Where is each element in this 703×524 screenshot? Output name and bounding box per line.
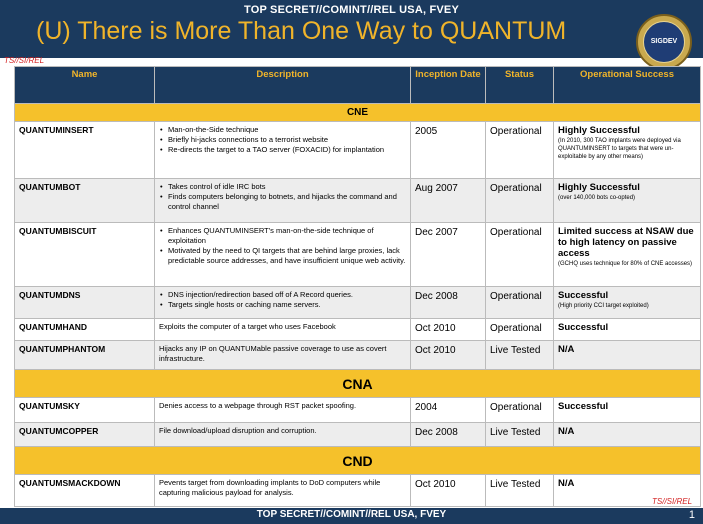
row-name: QUANTUMBOT bbox=[15, 179, 155, 223]
success-text: Highly Successful bbox=[558, 125, 640, 136]
row-status: Operational bbox=[486, 398, 554, 423]
marking-bottom: TS//SI/REL bbox=[652, 497, 693, 506]
row-description bbox=[155, 398, 411, 423]
row-description bbox=[155, 122, 411, 179]
row-status: Live Tested bbox=[486, 341, 554, 370]
table-row bbox=[15, 319, 701, 341]
desc-text: Hijacks any IP on QUANTUMable passive coverage to use as covert infrastructure. bbox=[159, 344, 387, 363]
row-status: Operational bbox=[486, 287, 554, 319]
row-date: Oct 2010 bbox=[411, 475, 486, 507]
success-text: Successful bbox=[558, 322, 609, 333]
desc-item: • Targets single hosts or caching name servers. bbox=[159, 300, 406, 310]
row-status: Operational bbox=[486, 122, 554, 179]
section-label: CNA bbox=[15, 370, 701, 398]
success-text: N/A bbox=[558, 478, 575, 489]
success-text: Successful bbox=[558, 401, 609, 412]
row-date: Oct 2010 bbox=[411, 319, 486, 341]
row-description bbox=[155, 179, 411, 223]
bottom-banner bbox=[0, 508, 703, 524]
success-note: (GCHQ uses technique for 80% of CNE accesses) bbox=[558, 261, 693, 267]
table-row bbox=[15, 223, 701, 287]
row-description bbox=[155, 223, 411, 287]
classification-bottom: TOP SECRET//COMINT//REL USA, FVEY bbox=[256, 509, 447, 520]
desc-item: • Enhances QUANTUMINSERT's man-on-the-side technique of exploitation bbox=[159, 226, 406, 246]
desc-item: • Motivated by the need to QI targets that are behind large proxies, lack predictable source addresses, and have insufficient unique web activity. bbox=[159, 246, 406, 266]
row-status: Operational bbox=[486, 179, 554, 223]
section-label: CNE bbox=[15, 104, 701, 122]
desc-text: Pevents target from downloading implants to DoD computers while capturing malicious payload for analysis. bbox=[159, 478, 381, 497]
row-success bbox=[554, 341, 701, 370]
desc-item: • Takes control of idle IRC bots bbox=[159, 182, 406, 192]
success-text: Successful bbox=[558, 290, 609, 301]
row-success bbox=[554, 122, 701, 179]
row-name: QUANTUMHAND bbox=[15, 319, 155, 341]
desc-item: • Briefly hi-jacks connections to a terrorist website bbox=[159, 135, 406, 145]
row-success bbox=[554, 398, 701, 423]
table-row bbox=[15, 398, 701, 423]
table-row bbox=[15, 423, 701, 447]
row-success bbox=[554, 319, 701, 341]
row-status: Live Tested bbox=[486, 423, 554, 447]
page-number: 1 bbox=[688, 509, 695, 521]
success-text: Highly Successful bbox=[558, 182, 640, 193]
row-status: Operational bbox=[486, 223, 554, 287]
desc-text: Denies access to a webpage through RST packet spoofing. bbox=[159, 401, 357, 410]
desc-item: • Re-directs the target to a TAO server (FOXACID) for implantation bbox=[159, 145, 406, 155]
section-label: CND bbox=[15, 447, 701, 475]
row-date: Aug 2007 bbox=[411, 179, 486, 223]
section-row-cne bbox=[15, 104, 701, 122]
row-date: Oct 2010 bbox=[411, 341, 486, 370]
top-banner bbox=[0, 0, 703, 58]
row-description bbox=[155, 287, 411, 319]
row-name: QUANTUMINSERT bbox=[15, 122, 155, 179]
row-success bbox=[554, 423, 701, 447]
row-date: Dec 2008 bbox=[411, 287, 486, 319]
table-header-row bbox=[15, 67, 701, 104]
header-operational-success: Operational Success bbox=[554, 67, 701, 104]
table-row bbox=[15, 179, 701, 223]
row-date: Dec 2007 bbox=[411, 223, 486, 287]
row-name: QUANTUMDNS bbox=[15, 287, 155, 319]
header-inception-date: Inception Date bbox=[411, 67, 486, 104]
row-description bbox=[155, 423, 411, 447]
header-name: Name bbox=[15, 67, 155, 104]
marking-top: TS//SI/REL bbox=[4, 56, 45, 65]
desc-item: • DNS injection/redirection based off of A Record queries. bbox=[159, 290, 406, 300]
row-date: Dec 2008 bbox=[411, 423, 486, 447]
classification-top: TOP SECRET//COMINT//REL USA, FVEY bbox=[243, 4, 460, 16]
row-status: Operational bbox=[486, 319, 554, 341]
quantum-table bbox=[14, 66, 701, 507]
header-status: Status bbox=[486, 67, 554, 104]
row-success bbox=[554, 287, 701, 319]
desc-item: • Finds computers belonging to botnets, and hijacks the command and control channel bbox=[159, 192, 406, 212]
agency-seal-icon bbox=[636, 14, 692, 70]
row-name: QUANTUMSKY bbox=[15, 398, 155, 423]
table-row bbox=[15, 287, 701, 319]
desc-text: Exploits the computer of a target who uses Facebook bbox=[159, 322, 336, 331]
row-description bbox=[155, 475, 411, 507]
success-note: (In 2010, 300 TAO implants were deployed via QUANTUMINSERT to targets that were un-exploitable by any other means) bbox=[558, 138, 681, 160]
success-note: (over 140,000 bots co-opted) bbox=[558, 195, 636, 201]
table-row bbox=[15, 475, 701, 507]
table-row bbox=[15, 341, 701, 370]
row-description bbox=[155, 341, 411, 370]
section-row-cna bbox=[15, 370, 701, 398]
success-note: (High priority CCI target exploited) bbox=[558, 303, 649, 309]
row-success bbox=[554, 223, 701, 287]
seal-text: SIGDEV bbox=[650, 38, 678, 45]
page-title: (U) There is More Than One Way to QUANTUM bbox=[36, 17, 567, 45]
section-row-cnd bbox=[15, 447, 701, 475]
row-date: 2005 bbox=[411, 122, 486, 179]
desc-text: File download/upload disruption and corruption. bbox=[159, 426, 317, 435]
success-text: N/A bbox=[558, 426, 575, 437]
success-text: Limited success at NSAW due to high latency on passive access bbox=[558, 226, 694, 259]
desc-item: • Man-on-the-Side technique bbox=[159, 125, 406, 135]
header-description: Description bbox=[155, 67, 411, 104]
row-name: QUANTUMCOPPER bbox=[15, 423, 155, 447]
row-date: 2004 bbox=[411, 398, 486, 423]
table-row bbox=[15, 122, 701, 179]
row-name: QUANTUMSMACKDOWN bbox=[15, 475, 155, 507]
success-text: N/A bbox=[558, 344, 575, 355]
row-success bbox=[554, 179, 701, 223]
row-description bbox=[155, 319, 411, 341]
row-name: QUANTUMPHANTOM bbox=[15, 341, 155, 370]
row-status: Live Tested bbox=[486, 475, 554, 507]
row-name: QUANTUMBISCUIT bbox=[15, 223, 155, 287]
